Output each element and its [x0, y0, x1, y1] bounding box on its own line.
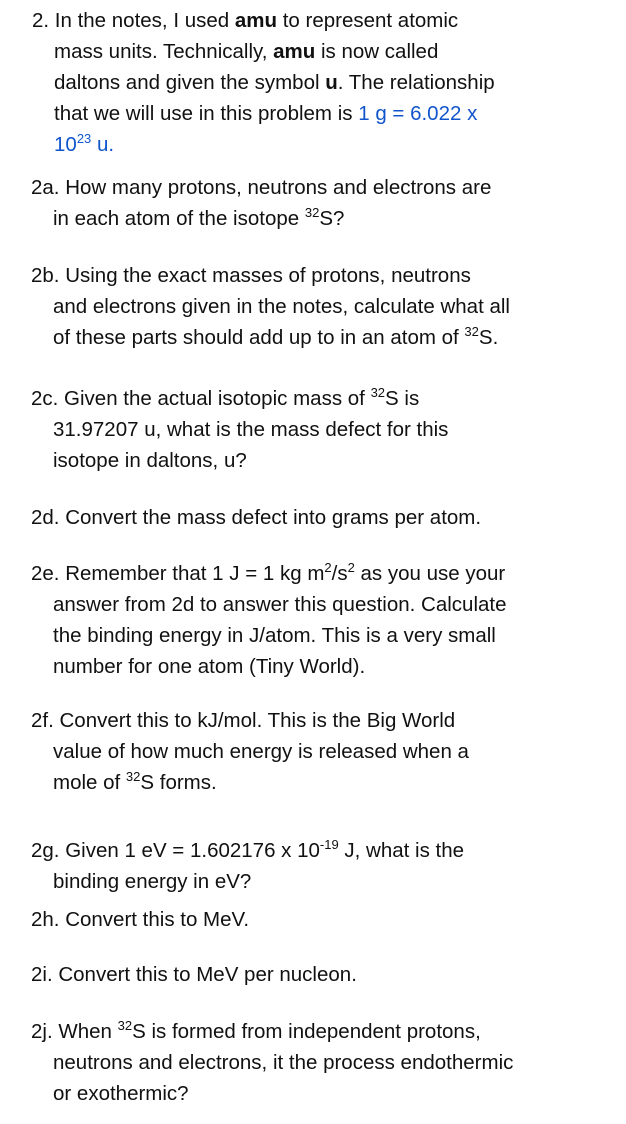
u-symbol: u — [325, 71, 338, 94]
question-2b: 2b. Using the exact masses of protons, neutrons and electrons given in the notes, calculate what all of these parts should add up to in an atom of $^{32}$S. — [31, 264, 510, 349]
intro-line-2: mass units. Technically, amu is now called — [54, 40, 439, 63]
question-2j: 2j. When $^{32}$S is formed from independent protons, neutrons and electrons, it the process endothermic or exothermic? — [31, 1018, 514, 1105]
question-2e: 2e. Remember that 1 J = 1 kg $m^2/s^2$ as you use your answer from 2d to answer this question. Calculate the binding energy in J/atom. This is a very small number for one atom (Tiny World). — [31, 560, 507, 678]
intro-line-3: daltons and given the symbol u. The relationship — [54, 71, 495, 94]
intro-line-1: 2. In the notes, I used amu to represent atomic — [32, 9, 459, 32]
question-2a: 2a. How many protons, neutrons and electrons are in each atom of the isotope $^{32}$S? — [31, 176, 492, 230]
question-2c: 2c. Given the actual isotopic mass of $^{32}$S is 31.97207 u, what is the mass defect for this isotope in daltons, u? — [31, 385, 449, 472]
intro-paragraph — [0, 5, 600, 160]
question-2f: 2f. Convert this to kJ/mol. This is the Big World value of how much energy is released when a mole of $^{32}$S forms. — [31, 709, 469, 794]
question-2g: 2g. Given 1 eV = 1.602176 x $10^{-19}$ J, what is the binding energy in eV? — [31, 837, 465, 893]
question-2h: 2h. Convert this to MeV. — [31, 908, 250, 931]
conversion-relation: 1 g = 6.022 x — [358, 102, 478, 125]
question-2i: 2i. Convert this to MeV per nucleon. — [31, 963, 357, 986]
intro-line-4: that we will use in this problem is 1 g = 6.022 x — [54, 102, 478, 125]
amu-term: amu — [234, 9, 278, 32]
intro-line-5: $10^{23}$ u. — [54, 131, 115, 156]
amu-term: amu — [273, 40, 316, 63]
question-2d: 2d. Convert the mass defect into grams per atom. — [31, 506, 482, 529]
